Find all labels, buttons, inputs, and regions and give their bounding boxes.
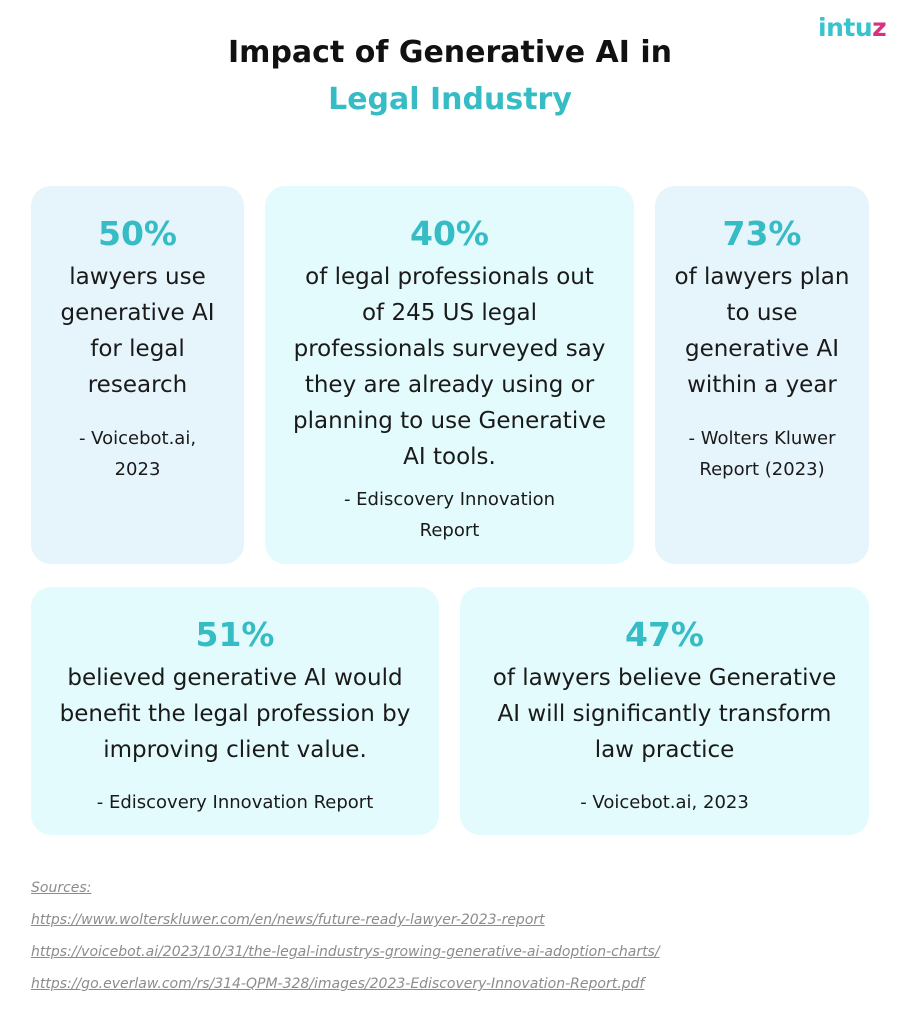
stat-value: 40% xyxy=(410,214,489,253)
stat-card-plan-to-use xyxy=(655,186,869,564)
source-line: Report xyxy=(419,520,480,541)
sources-section xyxy=(31,877,871,1005)
stat-line: of lawyers plan xyxy=(674,264,850,290)
stat-source xyxy=(35,423,240,485)
stat-line: AI tools. xyxy=(403,444,496,470)
stat-line: AI will significantly transform xyxy=(497,701,832,727)
stat-line: generative AI xyxy=(60,300,215,326)
stat-source xyxy=(275,484,624,546)
source-line: - Voicebot.ai, 2023 xyxy=(580,792,749,813)
stat-line: for legal xyxy=(90,336,185,362)
source-line: 2023 xyxy=(114,459,161,480)
stat-source xyxy=(659,423,865,485)
stat-line: believed generative AI would xyxy=(67,665,403,691)
stat-source xyxy=(41,787,429,818)
stat-line: of lawyers believe Generative xyxy=(492,665,837,691)
stat-line: improving client value. xyxy=(103,737,367,763)
stat-description xyxy=(35,660,435,768)
source-link-wolterskluwer[interactable]: https://www.wolterskluwer.com/en/news/future-ready-lawyer-2023-report xyxy=(31,912,545,928)
stat-line: planning to use Generative xyxy=(293,408,606,434)
stat-card-transform-practice xyxy=(460,587,869,835)
stat-description xyxy=(41,259,234,403)
source-line: - Ediscovery Innovation Report xyxy=(96,792,374,813)
page-subtitle: Legal Industry xyxy=(328,82,572,117)
page-title: Impact of Generative AI in xyxy=(228,35,672,70)
stat-line: within a year xyxy=(687,372,837,398)
logo-accent-text: z xyxy=(872,13,887,42)
source-line: - Wolters Kluwer xyxy=(688,428,836,449)
stat-card-client-value xyxy=(31,587,439,835)
source-link-everlaw[interactable]: https://go.everlaw.com/rs/314-QPM-328/images/2023-Ediscovery-Innovation-Report.pdf xyxy=(31,976,645,992)
stat-description xyxy=(665,259,859,403)
source-line: - Voicebot.ai, xyxy=(78,428,197,449)
stat-value: 73% xyxy=(722,214,802,253)
stat-line: benefit the legal profession by xyxy=(59,701,411,727)
source-line: Report (2023) xyxy=(699,459,825,480)
stat-line: professionals surveyed say xyxy=(293,336,606,362)
stat-line: of legal professionals out xyxy=(305,264,594,290)
source-line: - Ediscovery Innovation xyxy=(343,489,556,510)
stat-card-lawyers-research xyxy=(31,186,244,564)
stat-line: to use xyxy=(726,300,798,326)
stat-source xyxy=(470,787,859,818)
stat-line: they are already using or xyxy=(304,372,595,398)
stat-value: 47% xyxy=(625,615,704,654)
source-link-voicebot[interactable]: https://voicebot.ai/2023/10/31/the-legal-industrys-growing-generative-ai-adoption-charts/ xyxy=(31,944,660,960)
stat-line: law practice xyxy=(594,737,735,763)
stat-line: of 245 US legal xyxy=(361,300,538,326)
stat-description xyxy=(464,660,865,768)
stat-card-legal-professionals xyxy=(265,186,634,564)
stat-value: 51% xyxy=(195,615,275,654)
logo-main-text: intu xyxy=(818,13,873,42)
stat-value: 50% xyxy=(98,214,177,253)
stat-line: lawyers use xyxy=(69,264,206,290)
stat-description xyxy=(275,259,624,475)
stat-line: generative AI xyxy=(684,336,840,362)
stat-line: research xyxy=(87,372,188,398)
sources-heading: Sources: xyxy=(31,880,92,896)
